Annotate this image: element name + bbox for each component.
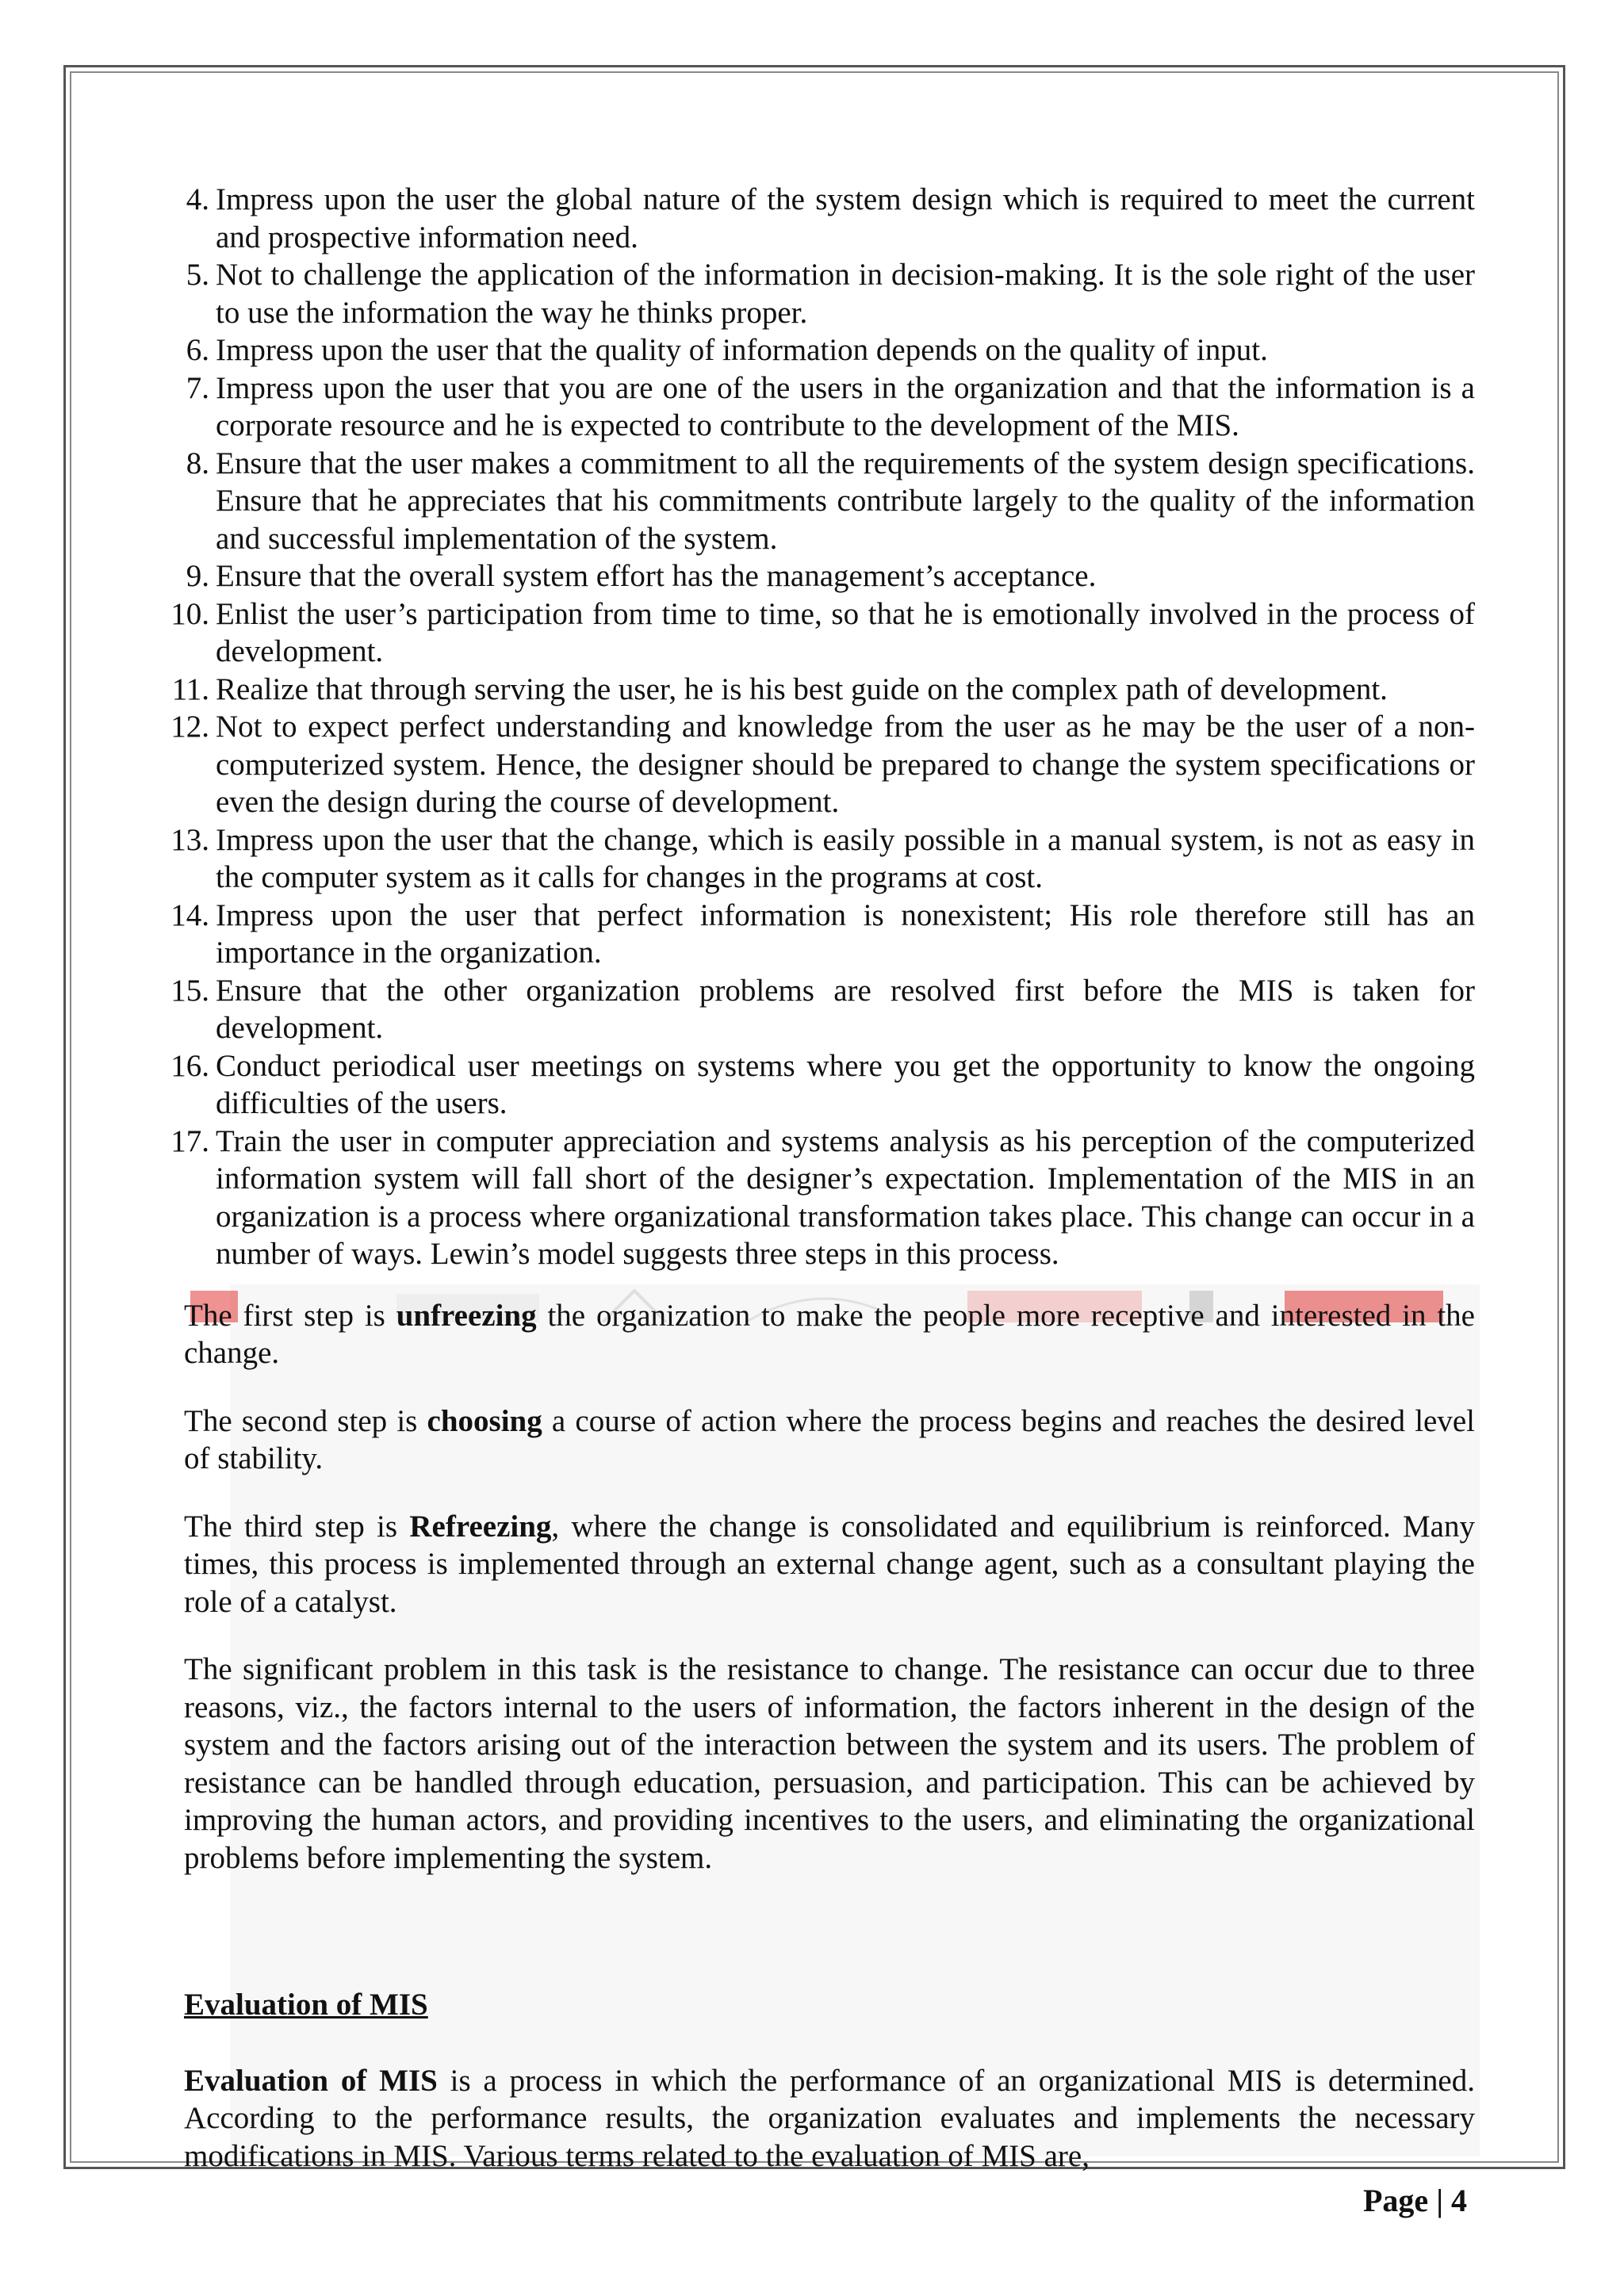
evaluation-term: Evaluation of MIS bbox=[184, 2063, 438, 2098]
evaluation-paragraph: Evaluation of MIS is a process in which the performance of an organizational MIS is determined. According to the performance results, the organization evaluates and implements the necessary modifications in MIS. Various terms related to the evaluation of MIS are, bbox=[184, 2063, 1475, 2173]
list-item bbox=[165, 445, 1475, 558]
page-number: Page | 4 bbox=[1363, 2183, 1467, 2218]
list-number: 16. bbox=[170, 1048, 209, 1083]
list-item bbox=[165, 369, 1475, 445]
step-one-paragraph: The first step is unfreezing the organization to make the people more receptive and interested in the change. bbox=[184, 1298, 1475, 1370]
list-number: 9. bbox=[186, 559, 209, 593]
list-number: 4. bbox=[186, 182, 209, 216]
list-number: 15. bbox=[170, 973, 209, 1008]
list-number: 14. bbox=[170, 897, 209, 932]
list-item bbox=[165, 1047, 1475, 1123]
list-item bbox=[165, 897, 1475, 972]
page-content bbox=[165, 181, 1475, 2175]
guidelines-list bbox=[165, 181, 1475, 1273]
list-item bbox=[165, 181, 1475, 256]
list-text: Impress upon the user that the change, which is easily possible in a manual system, is not as easy in the computer system as it calls for changes in the programs at cost. bbox=[216, 822, 1475, 894]
step-three-paragraph: The third step is Refreezing, where the change is consolidated and equilibrium is reinforced. Many times, this process is implemented through an external change agent, such as a consultant playing the role of a catalyst. bbox=[184, 1509, 1475, 1619]
list-number: 10. bbox=[170, 596, 209, 631]
step-two-term: choosing bbox=[427, 1403, 542, 1438]
list-text: Ensure that the other organization problems are resolved first before the MIS is taken for development. bbox=[216, 973, 1475, 1045]
list-item bbox=[165, 256, 1475, 331]
list-number: 13. bbox=[170, 822, 209, 857]
list-text: Impress upon the user that you are one of the users in the organization and that the information is a corporate resource and he is expected to contribute to the development of the MIS. bbox=[216, 370, 1475, 442]
list-item bbox=[165, 708, 1475, 821]
list-text: Enlist the user’s participation from time to time, so that he is emotionally involved in the process of development. bbox=[216, 596, 1475, 668]
list-number: 11. bbox=[171, 672, 209, 706]
section-heading: Evaluation of MIS bbox=[184, 1988, 428, 2022]
list-item bbox=[165, 595, 1475, 671]
list-text: Conduct periodical user meetings on systems where you get the opportunity to know the ongoing difficulties of the users. bbox=[216, 1048, 1475, 1120]
list-text: Not to challenge the application of the information in decision-making. It is the sole right of the user to use the information the way he thinks proper. bbox=[216, 258, 1475, 330]
list-item bbox=[165, 821, 1475, 897]
resistance-paragraph: The significant problem in this task is the resistance to change. The resistance can occur due to three reasons, viz., the factors internal to the users of information, the factors inherent in the design of the system and the factors arising out of the interaction between the system and its users. The problem of resistance can be handled through education, persuasion, and participation. This can be achieved by improving the human actors, and providing incentives to the users, and eliminating the organizational problems before implementing the system. bbox=[184, 1652, 1475, 1875]
list-number: 17. bbox=[170, 1123, 209, 1158]
step-three-term: Refreezing bbox=[409, 1509, 552, 1544]
list-number: 5. bbox=[186, 258, 209, 292]
list-text: Ensure that the overall system effort has the management’s acceptance. bbox=[216, 559, 1097, 593]
list-text: Impress upon the user that perfect information is nonexistent; His role therefore still has an importance in the organization. bbox=[216, 897, 1475, 970]
list-number: 8. bbox=[186, 446, 209, 480]
list-number: 7. bbox=[186, 370, 209, 405]
list-text: Impress upon the user the global nature of the system design which is required to meet the current and prospective information need. bbox=[216, 182, 1475, 254]
step-two-paragraph: The second step is choosing a course of action where the process begins and reaches the desired level of stability. bbox=[184, 1403, 1475, 1475]
list-text: Realize that through serving the user, he is his best guide on the complex path of development. bbox=[216, 672, 1388, 706]
list-text: Impress upon the user that the quality of information depends on the quality of input. bbox=[216, 333, 1268, 367]
list-item bbox=[165, 972, 1475, 1047]
step-one-term: unfreezing bbox=[396, 1298, 537, 1333]
list-text: Train the user in computer appreciation and systems analysis as his perception of the computerized information system will fall short of the designer’s expectation. Implementation of the MIS in an organization is a process where organizational transformation takes place. This change can occur in a number of ways. Lewin’s model suggests three steps in this process. bbox=[216, 1123, 1475, 1271]
list-text: Ensure that the user makes a commitment to all the requirements of the system design specifications. Ensure that he appreciates that his commitments contribute largely to the quality of the information and successful implementation of the system. bbox=[216, 446, 1475, 556]
list-number: 6. bbox=[186, 333, 209, 367]
list-item bbox=[165, 671, 1475, 709]
list-number: 12. bbox=[170, 710, 209, 744]
list-item bbox=[165, 1123, 1475, 1273]
list-item bbox=[165, 557, 1475, 595]
list-text: Not to expect perfect understanding and knowledge from the user as he may be the user of a non-computerized system. Hence, the designer should be prepared to change the system specifications or even the design during the course of development. bbox=[216, 710, 1475, 819]
list-item bbox=[165, 331, 1475, 369]
